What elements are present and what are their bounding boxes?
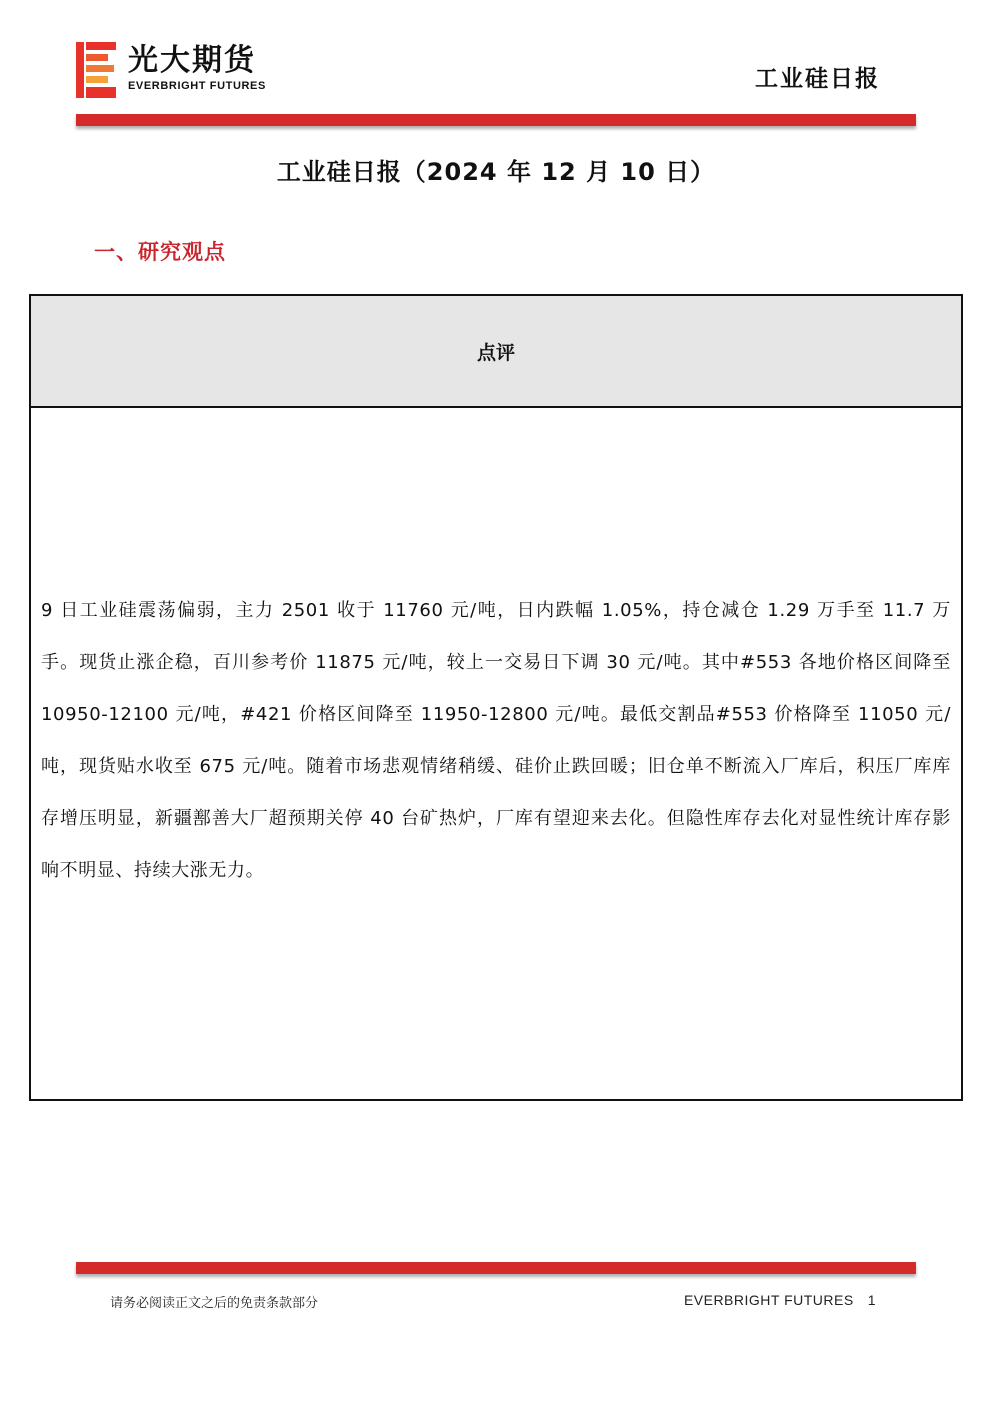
logo-name-en: EVERBRIGHT FUTURES	[128, 80, 266, 92]
commentary-table	[29, 294, 963, 1101]
footer-company-page	[684, 1292, 876, 1308]
table-header-cell	[31, 296, 961, 408]
table-header-label: 点评	[476, 341, 515, 364]
page-number: 1	[867, 1292, 876, 1308]
section-heading: 一、研究观点	[94, 240, 226, 264]
report-type-header: 工业硅日报	[755, 66, 880, 92]
header-divider	[76, 114, 916, 126]
commentary-text: 9 日工业硅震荡偏弱，主力 2501 收于 11760 元/吨，日内跌幅 1.05%，持仓减仓 1.29 万手至 11.7 万手。现货止涨企稳，百川参考价 11875 元/吨，较上一交易日下调 30 元/吨。其中#553 各地价格区间降至 10950-12100 元/吨，#421 价格区间降至 11950-12800 元/吨。最低交割品#553 价格降至 11050 元/吨，现货贴水收至 675 元/吨。随着市场悲观情绪稍缓、硅价止跌回暖；旧仓单不断流入厂库后，积压厂库库存增压明显，新疆鄯善大厂超预期关停 40 台矿热炉，厂库有望迎来去化。但隐性库存去化对显性统计库存影响不明显、持续大涨无力。	[41, 599, 951, 881]
footer-divider	[76, 1262, 916, 1274]
company-logo	[76, 42, 286, 98]
footer-disclaimer: 请务必阅读正文之后的免责条款部分	[110, 1296, 319, 1311]
report-title: 工业硅日报（2024 年 12 月 10 日）	[276, 158, 716, 186]
table-body-cell	[31, 408, 961, 1099]
everbright-logo-mark-icon	[76, 42, 116, 98]
footer-company-name: EVERBRIGHT FUTURES	[683, 1292, 854, 1308]
logo-name-cn: 光大期货	[128, 43, 256, 78]
